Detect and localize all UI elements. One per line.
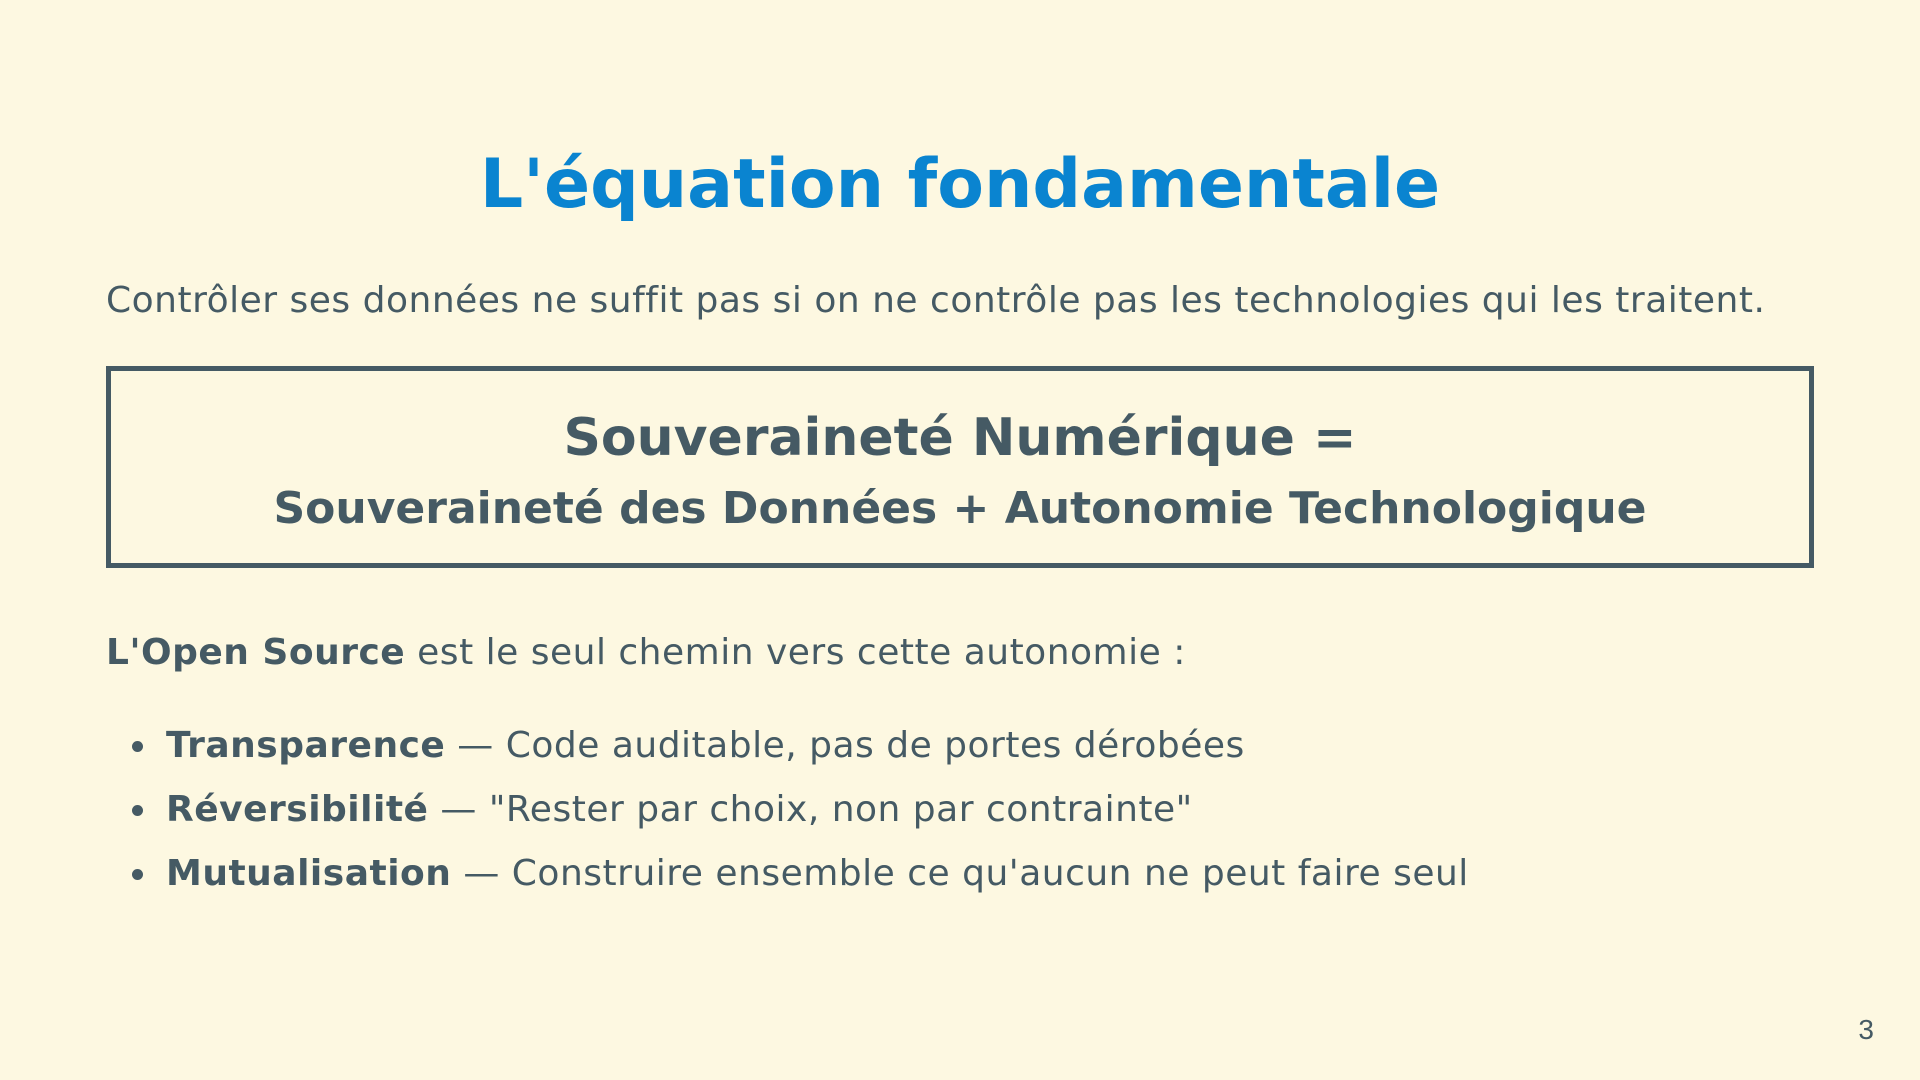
bullet-dot-icon	[132, 869, 143, 880]
equation-box	[106, 366, 1814, 568]
bullet-term: Transparence	[166, 725, 446, 766]
bullet-dot-icon	[132, 741, 143, 752]
bullet-description: — "Rester par choix, non par contrainte"	[428, 789, 1193, 830]
bullet-description: — Construire ensemble ce qu'aucun ne peut faire seul	[451, 853, 1469, 894]
list-item-reversibilite	[106, 784, 1469, 848]
open-source-statement	[106, 630, 1186, 677]
page-number: 3	[1858, 1014, 1874, 1045]
intro-text: Contrôler ses données ne suffit pas si on ne contrôle pas les technologies qui les traitent.	[106, 280, 1766, 321]
bullet-term: Mutualisation	[166, 853, 452, 894]
equation-line-2: Souveraineté des Données + Autonomie Technologique	[273, 483, 1647, 534]
equation-line-1: Souveraineté Numérique =	[563, 408, 1357, 468]
benefits-list	[106, 720, 1469, 912]
list-item-mutualisation	[106, 848, 1469, 912]
bullet-term: Réversibilité	[166, 789, 429, 830]
open-source-text: est le seul chemin vers cette autonomie :	[405, 632, 1186, 673]
bullet-description: — Code auditable, pas de portes dérobées	[445, 725, 1245, 766]
slide-title: L'équation fondamentale	[479, 145, 1441, 224]
bullet-dot-icon	[132, 805, 143, 816]
open-source-label: L'Open Source	[106, 632, 406, 673]
list-item-transparence	[106, 720, 1469, 784]
